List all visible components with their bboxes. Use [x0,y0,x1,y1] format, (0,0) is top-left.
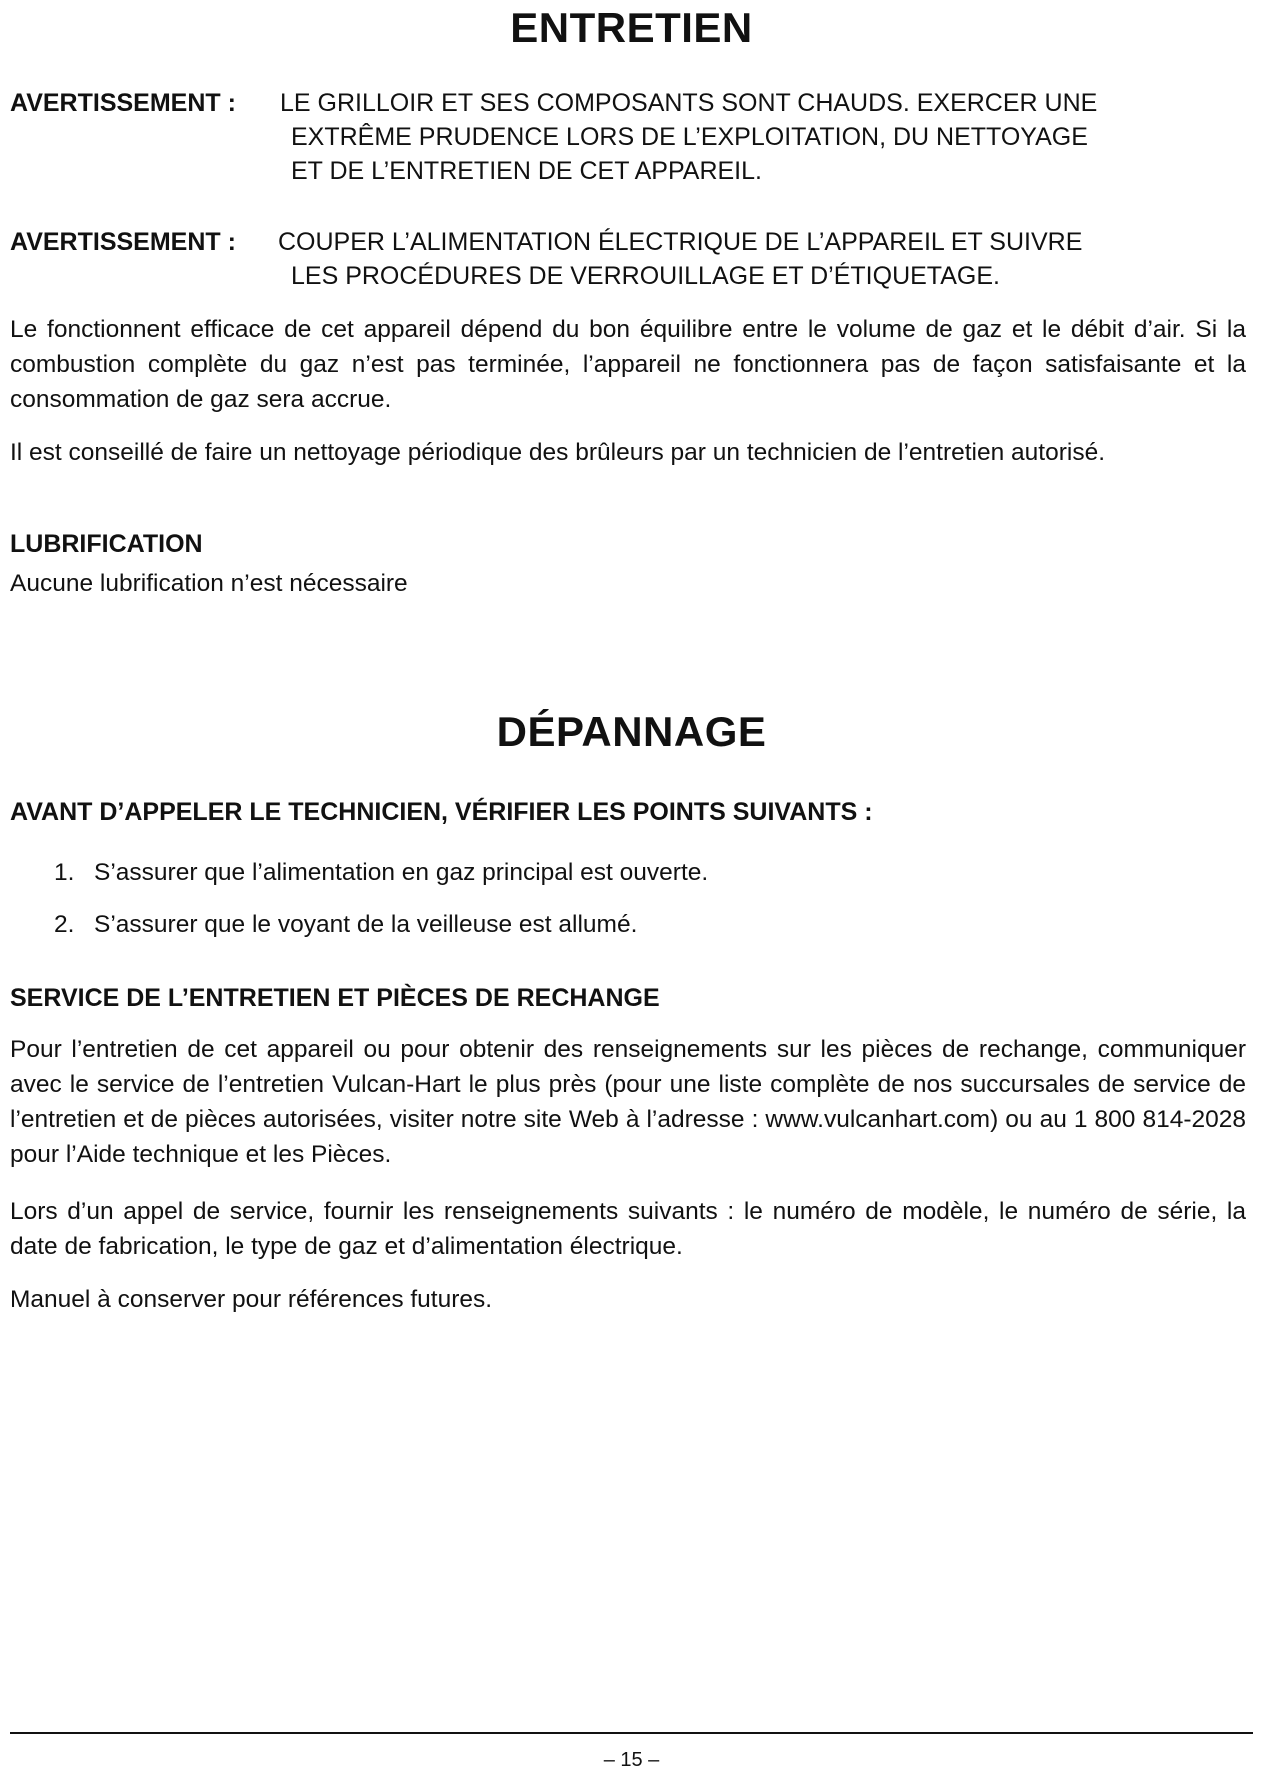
paragraph-service-contact: Pour l’entretien de cet appareil ou pour obtenir des renseignements sur les pièces de rechange, communiquer avec le service de l’entretien Vulcan-Hart le plus près (pour une liste complète de nos succursales de service de l’entretien et de pièces autorisées, visiter notre site Web à l’adresse : www.vulcanhart.com) ou au 1 800 814-2028 pour l’Aide technique et les Pièces. [10,1036,1246,1168]
heading-checklist: AVANT D’APPELER LE TECHNICIEN, VÉRIFIER LES POINTS SUIVANTS : [10,798,873,826]
warning-line: LE GRILLOIR ET SES COMPOSANTS SONT CHAUDS. EXERCER UNE [280,89,1098,117]
paragraph-burner-cleaning: Il est conseillé de faire un nettoyage périodique des brûleurs par un technicien de l’entretien autorisé. [10,439,1106,466]
list-item-text: S’assurer que l’alimentation en gaz principal est ouverte. [94,859,709,886]
section-title-depannage: DÉPANNAGE [496,708,767,755]
paragraph-lubrification: Aucune lubrification n’est nécessaire [10,570,408,597]
footer-divider [10,1732,1253,1734]
heading-service: SERVICE DE L’ENTRETIEN ET PIÈCES DE RECHANGE [10,984,660,1012]
paragraph-service-call-info: Lors d’un appel de service, fournir les renseignements suivants : le numéro de modèle, le numéro de série, la date de fabrication, le type de gaz et d’alimentation électrique. [10,1198,1246,1260]
list-item-number: 2. [54,911,75,938]
page-number: – 15 – [603,1749,660,1771]
warning-line: LES PROCÉDURES DE VERROUILLAGE ET D’ÉTIQUETAGE. [291,262,1000,290]
paragraph-keep-manual: Manuel à conserver pour références futures. [10,1286,493,1313]
warning-line: EXTRÊME PRUDENCE LORS DE L’EXPLOITATION, DU NETTOYAGE [291,123,1088,151]
warning-line: ET DE L’ENTRETIEN DE CET APPAREIL. [291,157,762,185]
warning-text [278,225,1228,293]
list-item [54,857,708,889]
heading-lubrification: LUBRIFICATION [10,530,203,558]
paragraph-gas-air-balance: Le fonctionnent efficace de cet appareil dépend du bon équilibre entre le volume de gaz et le débit d’air. Si la combustion complète du gaz n’est pas terminée, l’appareil ne fonctionnera pas de façon satisfaisante et la consommation de gaz sera accrue. [10,316,1246,413]
warning-text [280,86,1230,188]
list-item-text: S’assurer que le voyant de la veilleuse est allumé. [94,911,638,938]
section-title-entretien: ENTRETIEN [510,4,753,51]
warning-line: COUPER L’ALIMENTATION ÉLECTRIQUE DE L’APPAREIL ET SUIVRE [278,228,1083,256]
warning-label: AVERTISSEMENT : [10,228,236,256]
list-item-number: 1. [54,859,75,886]
list-item [54,909,637,941]
warning-label: AVERTISSEMENT : [10,89,236,117]
